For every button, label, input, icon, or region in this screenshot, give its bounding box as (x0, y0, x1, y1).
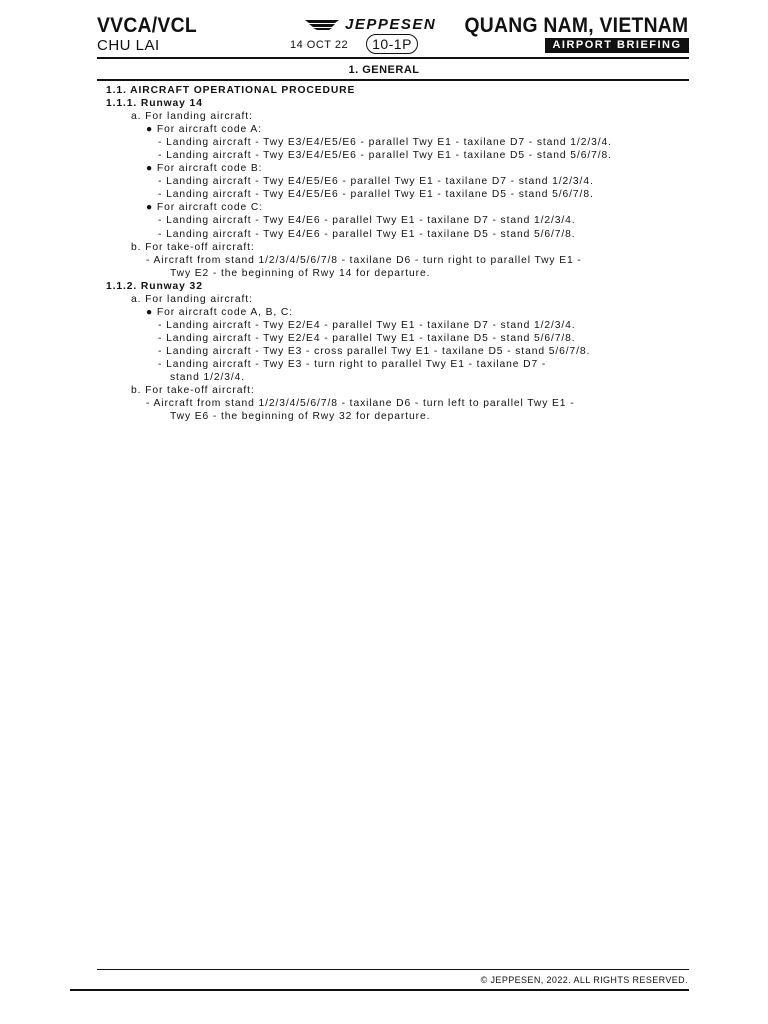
list-item: a. For landing aircraft: (131, 111, 253, 123)
heading-procedure: 1.1. AIRCRAFT OPERATIONAL PROCEDURE (106, 85, 356, 96)
airport-city: CHU LAI (97, 37, 160, 54)
list-item: Twy E6 - the beginning of Rwy 32 for departure. (170, 411, 431, 423)
footer-rule (97, 969, 689, 970)
chart-date: 14 OCT 22 (290, 39, 349, 51)
list-item: b. For take-off aircraft: (131, 385, 255, 397)
header-rule (97, 57, 689, 59)
list-item: b. For take-off aircraft: (131, 241, 255, 253)
list-item: - Landing aircraft - Twy E4/E6 - parallel Twy E1 - taxilane D5 - stand 5/6/7/8. (158, 228, 576, 240)
list-item: stand 1/2/3/4. (170, 372, 245, 384)
list-item: - Landing aircraft - Twy E4/E5/E6 - parallel Twy E1 - taxilane D7 - stand 1/2/3/4. (158, 176, 594, 188)
list-item: - Landing aircraft - Twy E3/E4/E5/E6 - parallel Twy E1 - taxilane D5 - stand 5/6/7/8. (158, 150, 612, 162)
heading-runway-32: 1.1.2. Runway 32 (106, 280, 203, 292)
jeppesen-wing-icon (305, 19, 339, 31)
list-item: - Landing aircraft - Twy E4/E5/E6 - parallel Twy E1 - taxilane D5 - stand 5/6/7/8. (158, 189, 594, 201)
list-item: - Landing aircraft - Twy E2/E4 - parallel Twy E1 - taxilane D5 - stand 5/6/7/8. (158, 332, 576, 344)
list-item: ● For aircraft code B: (146, 163, 263, 175)
list-item: ● For aircraft code C: (146, 202, 264, 214)
list-item: - Landing aircraft - Twy E4/E6 - parallel Twy E1 - taxilane D7 - stand 1/2/3/4. (158, 215, 576, 227)
copyright-notice: © JEPPESEN, 2022. ALL RIGHTS RESERVED. (480, 975, 688, 985)
briefing-body (106, 84, 706, 423)
chart-type-badge: AIRPORT BRIEFING (545, 38, 689, 53)
chart-index-number: 10-1P (366, 34, 418, 54)
list-item: - Landing aircraft - Twy E3 - cross parallel Twy E1 - taxilane D5 - stand 5/6/7/8. (158, 345, 591, 357)
list-item: ● For aircraft code A, B, C: (146, 306, 294, 318)
heading-runway-14: 1.1.1. Runway 14 (106, 98, 203, 110)
list-item: ● For aircraft code A: (146, 124, 262, 136)
list-item: - Landing aircraft - Twy E3 - turn right to parallel Twy E1 - taxilane D7 - (158, 358, 547, 370)
jeppesen-logo (305, 16, 436, 33)
list-item: a. For landing aircraft: (131, 293, 253, 305)
list-item: - Landing aircraft - Twy E2/E4 - parallel Twy E1 - taxilane D7 - stand 1/2/3/4. (158, 319, 576, 331)
list-item: - Landing aircraft - Twy E3/E4/E5/E6 - parallel Twy E1 - taxilane D7 - stand 1/2/3/4. (158, 137, 612, 149)
section-title: 1. GENERAL (348, 64, 420, 76)
list-item: Twy E2 - the beginning of Rwy 14 for departure. (170, 267, 431, 279)
list-item: - Aircraft from stand 1/2/3/4/5/6/7/8 - taxilane D6 - turn right to parallel Twy E1 - (146, 254, 582, 266)
page-bottom-rule (70, 989, 689, 991)
section-rule (97, 79, 689, 81)
airport-icao-code: VVCA/VCL (97, 14, 197, 37)
brand-name: JEPPESEN (345, 16, 437, 33)
airport-location: QUANG NAM, VIETNAM (464, 14, 688, 37)
list-item: - Aircraft from stand 1/2/3/4/5/6/7/8 - taxilane D6 - turn left to parallel Twy E1 - (146, 398, 575, 410)
